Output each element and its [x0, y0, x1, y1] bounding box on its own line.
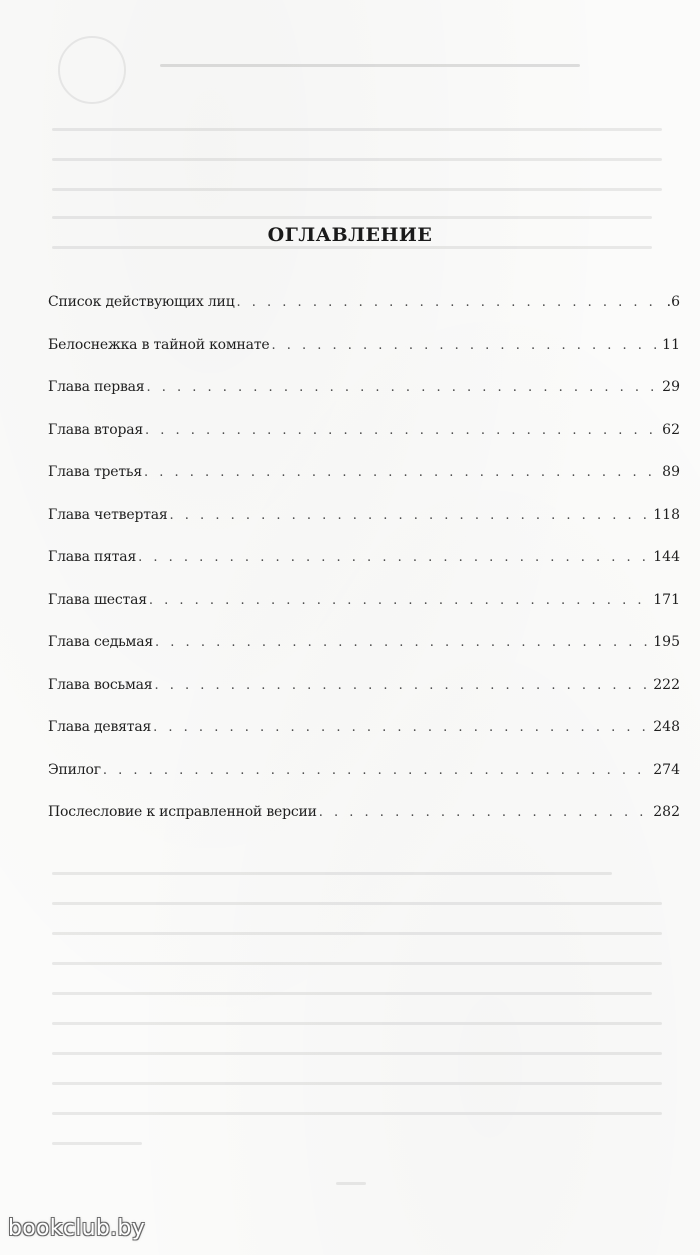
- toc-entry-page: 118: [653, 506, 680, 523]
- toc-entry: [48, 463, 680, 506]
- show-through-line: [160, 64, 580, 67]
- show-through-line: [336, 1182, 366, 1185]
- toc-entry-page: .6: [666, 294, 680, 310]
- dot-leader: [153, 719, 651, 737]
- toc-entry-page: 62: [662, 421, 680, 438]
- page-title: ОГЛАВЛЕНИЕ: [267, 224, 433, 246]
- dot-leader: [170, 507, 652, 525]
- show-through-line: [52, 246, 652, 249]
- show-through-line: [52, 1082, 662, 1085]
- toc-entry: [48, 591, 680, 634]
- toc-entry-title: Глава третья: [48, 464, 142, 480]
- table-of-contents: [48, 293, 680, 846]
- toc-entry-page: 171: [653, 591, 680, 608]
- toc-entry: [48, 633, 680, 676]
- show-through-line: [52, 158, 662, 161]
- toc-entry-page: 11: [662, 336, 680, 353]
- toc-entry-title: Глава пятая: [48, 549, 137, 565]
- toc-entry-title: Глава шестая: [48, 591, 147, 608]
- dot-leader: [138, 549, 651, 567]
- dot-leader: [103, 762, 651, 780]
- dot-leader: [149, 592, 651, 610]
- show-through-line: [52, 902, 662, 905]
- toc-entry-page: 248: [653, 719, 680, 735]
- dot-leader: [319, 804, 652, 822]
- dot-leader: [155, 634, 651, 652]
- toc-entry-title: Глава первая: [48, 379, 145, 395]
- toc-entry: [48, 506, 680, 549]
- toc-entry-page: 274: [653, 761, 680, 778]
- toc-entry-page: 282: [653, 804, 680, 820]
- show-through-line: [52, 128, 662, 131]
- show-through-line: [52, 872, 612, 875]
- toc-entry: [48, 761, 680, 804]
- toc-entry: [48, 293, 680, 336]
- toc-entry-page: 29: [662, 379, 680, 395]
- dot-leader: [271, 337, 660, 355]
- toc-entry: [48, 336, 680, 379]
- show-through-line: [52, 188, 662, 191]
- show-through-line: [52, 216, 652, 219]
- toc-entry: [48, 548, 680, 591]
- toc-entry-title: Глава вторая: [48, 421, 143, 438]
- toc-entry-title: Глава девятая: [48, 719, 152, 735]
- toc-entry-page: 144: [653, 549, 680, 565]
- toc-entry-title: Глава восьмая: [48, 676, 153, 693]
- toc-entry: [48, 676, 680, 719]
- dot-leader: [154, 677, 651, 695]
- show-through-line: [52, 932, 662, 935]
- toc-entry-title: Глава седьмая: [48, 634, 154, 650]
- show-through-line: [52, 1052, 662, 1055]
- show-through-line: [52, 1142, 142, 1145]
- dot-leader: [145, 422, 660, 440]
- toc-entry-page: 222: [653, 676, 680, 693]
- dot-leader: [237, 294, 665, 312]
- toc-entry-page: 89: [662, 464, 680, 480]
- show-through-line: [52, 992, 652, 995]
- show-through-line: [52, 1022, 662, 1025]
- toc-entry-title: Эпилог: [48, 761, 101, 778]
- toc-entry: [48, 378, 680, 421]
- dot-leader: [144, 464, 660, 482]
- toc-entry: [48, 421, 680, 464]
- toc-entry-title: Список действующих лиц: [48, 294, 235, 310]
- show-through-line: [52, 1112, 662, 1115]
- dot-leader: [146, 379, 660, 397]
- toc-entry-page: 195: [653, 634, 680, 650]
- toc-entry: [48, 803, 680, 846]
- toc-entry-title: Глава четвертая: [48, 506, 168, 523]
- toc-entry-title: Белоснежка в тайной комнате: [48, 336, 270, 353]
- site-watermark: bookclub.by: [8, 1216, 146, 1241]
- show-through-line: [52, 962, 662, 965]
- show-through-mark: [58, 36, 126, 104]
- toc-entry: [48, 718, 680, 761]
- toc-entry-title: Послесловие к исправленной версии: [48, 804, 317, 820]
